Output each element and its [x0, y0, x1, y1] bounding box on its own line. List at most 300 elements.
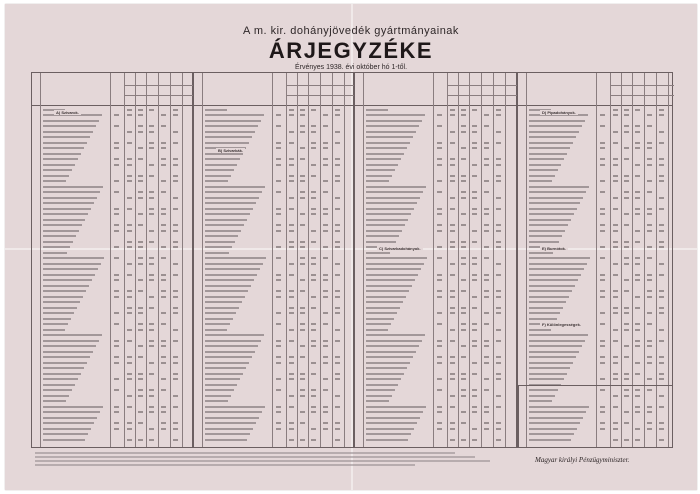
row-value	[289, 109, 294, 111]
row-text	[205, 362, 249, 364]
row-value	[289, 307, 294, 309]
row-value	[496, 246, 501, 248]
row-text	[205, 230, 241, 232]
row-value	[335, 356, 340, 358]
row-value	[647, 114, 652, 116]
row-value	[659, 224, 664, 226]
row-value	[114, 230, 119, 232]
row-value	[289, 378, 294, 380]
row-value	[335, 378, 340, 380]
row-value	[127, 428, 132, 430]
row-text	[205, 136, 252, 138]
row-text	[43, 395, 69, 397]
row-text	[366, 263, 424, 265]
row-value	[496, 362, 501, 364]
row-value	[149, 263, 154, 265]
row-value	[647, 147, 652, 149]
row-value	[461, 147, 466, 149]
row-text	[529, 213, 574, 215]
row-value	[484, 279, 489, 281]
row-text	[43, 257, 104, 259]
row-value	[624, 246, 629, 248]
row-value	[450, 197, 455, 199]
row-value	[647, 246, 652, 248]
row-value	[335, 274, 340, 276]
row-value	[659, 197, 664, 199]
row-value	[484, 246, 489, 248]
row-value	[437, 191, 442, 193]
row-value	[635, 197, 640, 199]
row-value	[484, 422, 489, 424]
row-text	[529, 142, 573, 144]
row-text	[43, 186, 103, 188]
row-text	[366, 389, 395, 391]
row-value	[127, 290, 132, 292]
row-value	[173, 428, 178, 430]
row-text	[529, 175, 555, 177]
row-text	[205, 219, 247, 221]
row-text	[529, 180, 552, 182]
row-value	[450, 158, 455, 160]
row-value	[461, 246, 466, 248]
row-text	[43, 191, 100, 193]
row-text	[366, 323, 391, 325]
row-value	[173, 175, 178, 177]
row-value	[276, 356, 281, 358]
row-value	[335, 175, 340, 177]
row-text	[205, 301, 242, 303]
row-text	[529, 219, 571, 221]
row-text	[205, 213, 250, 215]
row-value	[335, 164, 340, 166]
section-title: F) Különlegességek.	[542, 322, 581, 327]
row-text	[205, 197, 259, 199]
row-text	[366, 345, 419, 347]
row-value	[289, 312, 294, 314]
row-value	[600, 356, 605, 358]
row-value	[173, 340, 178, 342]
row-value	[450, 340, 455, 342]
row-value	[635, 263, 640, 265]
row-value	[289, 395, 294, 397]
row-value	[461, 395, 466, 397]
row-text	[43, 378, 78, 380]
row-value	[624, 307, 629, 309]
row-value	[624, 373, 629, 375]
row-text	[43, 362, 87, 364]
row-text	[43, 147, 84, 149]
panel-header	[518, 73, 672, 106]
row-text	[366, 213, 411, 215]
row-text	[205, 439, 247, 441]
row-value	[635, 296, 640, 298]
row-value	[461, 373, 466, 375]
row-value	[600, 191, 605, 193]
row-text	[205, 131, 255, 133]
row-text	[205, 312, 236, 314]
row-value	[484, 340, 489, 342]
row-value	[496, 296, 501, 298]
row-text	[366, 395, 392, 397]
row-text	[205, 406, 265, 408]
row-value	[613, 340, 618, 342]
column-rule	[433, 73, 434, 447]
row-value	[335, 395, 340, 397]
row-value	[173, 263, 178, 265]
row-text	[366, 114, 425, 116]
row-value	[484, 114, 489, 116]
row-value	[496, 290, 501, 292]
row-value	[496, 340, 501, 342]
row-value	[437, 312, 442, 314]
row-value	[127, 373, 132, 375]
column-rule	[135, 73, 136, 447]
row-value	[472, 340, 477, 342]
row-value	[647, 312, 652, 314]
row-value	[311, 131, 316, 133]
row-value	[613, 263, 618, 265]
row-value	[323, 125, 328, 127]
row-value	[613, 180, 618, 182]
row-value	[127, 395, 132, 397]
row-text	[366, 285, 412, 287]
row-value	[323, 345, 328, 347]
row-value	[624, 224, 629, 226]
row-text	[366, 202, 417, 204]
row-value	[624, 257, 629, 259]
row-value	[450, 131, 455, 133]
row-value	[450, 428, 455, 430]
row-value	[600, 378, 605, 380]
row-value	[472, 307, 477, 309]
row-text	[529, 241, 559, 243]
row-value	[437, 246, 442, 248]
row-value	[323, 389, 328, 391]
row-value	[149, 197, 154, 199]
row-text	[43, 125, 96, 127]
row-value	[114, 224, 119, 226]
row-text	[529, 263, 587, 265]
row-value	[450, 312, 455, 314]
row-value	[472, 362, 477, 364]
row-text	[529, 257, 590, 259]
row-text	[43, 274, 95, 276]
row-value	[276, 164, 281, 166]
row-value	[173, 114, 178, 116]
row-value	[114, 411, 119, 413]
row-value	[149, 213, 154, 215]
row-value	[647, 180, 652, 182]
row-value	[161, 208, 166, 210]
row-value	[173, 180, 178, 182]
row-text	[366, 340, 422, 342]
row-value	[635, 175, 640, 177]
row-value	[300, 439, 305, 441]
row-value	[659, 164, 664, 166]
row-value	[484, 290, 489, 292]
row-value	[613, 373, 618, 375]
row-value	[311, 197, 316, 199]
row-value	[613, 362, 618, 364]
row-value	[173, 274, 178, 276]
row-value	[450, 241, 455, 243]
row-text	[366, 428, 414, 430]
row-value	[276, 230, 281, 232]
row-value	[127, 356, 132, 358]
row-value	[138, 279, 143, 281]
row-value	[289, 241, 294, 243]
row-value	[335, 241, 340, 243]
row-value	[173, 378, 178, 380]
row-value	[624, 114, 629, 116]
row-text	[43, 307, 77, 309]
row-text	[205, 109, 227, 111]
row-value	[161, 147, 166, 149]
row-value	[138, 224, 143, 226]
row-value	[335, 263, 340, 265]
row-value	[149, 230, 154, 232]
row-value	[600, 208, 605, 210]
row-value	[496, 114, 501, 116]
row-value	[127, 142, 132, 144]
row-value	[149, 428, 154, 430]
row-value	[138, 125, 143, 127]
row-value	[114, 378, 119, 380]
row-value	[323, 340, 328, 342]
row-value	[138, 109, 143, 111]
row-value	[450, 422, 455, 424]
row-text	[43, 120, 99, 122]
row-value	[127, 230, 132, 232]
row-text	[529, 197, 583, 199]
row-text	[529, 296, 569, 298]
row-value	[335, 422, 340, 424]
row-value	[149, 257, 154, 259]
row-text	[529, 367, 570, 369]
row-value	[149, 208, 154, 210]
row-value	[484, 142, 489, 144]
row-value	[461, 213, 466, 215]
row-value	[323, 411, 328, 413]
row-value	[659, 208, 664, 210]
row-value	[461, 114, 466, 116]
row-text	[205, 114, 264, 116]
row-value	[496, 197, 501, 199]
row-value	[335, 230, 340, 232]
row-value	[173, 395, 178, 397]
row-value	[149, 389, 154, 391]
row-value	[472, 213, 477, 215]
row-value	[437, 224, 442, 226]
row-value	[289, 246, 294, 248]
row-value	[647, 191, 652, 193]
row-value	[300, 263, 305, 265]
row-value	[276, 422, 281, 424]
row-value	[647, 208, 652, 210]
row-value	[461, 345, 466, 347]
row-value	[300, 329, 305, 331]
row-value	[600, 312, 605, 314]
row-text	[529, 131, 579, 133]
row-value	[149, 142, 154, 144]
row-value	[450, 362, 455, 364]
row-value	[127, 263, 132, 265]
row-value	[114, 428, 119, 430]
row-value	[600, 257, 605, 259]
row-value	[659, 175, 664, 177]
row-value	[161, 422, 166, 424]
row-text	[43, 367, 84, 369]
row-value	[138, 114, 143, 116]
row-value	[149, 191, 154, 193]
row-value	[647, 340, 652, 342]
row-text	[43, 411, 100, 413]
row-value	[472, 439, 477, 441]
row-value	[635, 109, 640, 111]
row-value	[114, 356, 119, 358]
row-value	[484, 208, 489, 210]
row-value	[149, 125, 154, 127]
row-value	[289, 296, 294, 298]
row-value	[289, 373, 294, 375]
row-value	[138, 131, 143, 133]
row-value	[173, 329, 178, 331]
row-value	[311, 296, 316, 298]
row-text	[205, 224, 244, 226]
row-value	[173, 109, 178, 111]
row-value	[311, 329, 316, 331]
row-value	[161, 180, 166, 182]
row-value	[613, 296, 618, 298]
row-value	[114, 114, 119, 116]
panel-header	[194, 73, 353, 106]
panel-header	[355, 73, 516, 106]
row-value	[161, 257, 166, 259]
row-value	[114, 362, 119, 364]
row-value	[335, 296, 340, 298]
column-rule	[505, 73, 506, 447]
row-value	[300, 422, 305, 424]
row-text	[366, 274, 418, 276]
row-value	[635, 329, 640, 331]
row-value	[484, 191, 489, 193]
row-value	[138, 147, 143, 149]
row-value	[149, 131, 154, 133]
row-value	[647, 378, 652, 380]
row-value	[635, 340, 640, 342]
row-value	[613, 241, 618, 243]
row-value	[613, 164, 618, 166]
row-value	[311, 263, 316, 265]
row-text	[529, 351, 579, 353]
row-value	[127, 406, 132, 408]
row-text	[529, 290, 572, 292]
row-value	[173, 422, 178, 424]
row-value	[613, 197, 618, 199]
row-value	[484, 274, 489, 276]
row-value	[289, 356, 294, 358]
row-value	[114, 125, 119, 127]
row-value	[173, 307, 178, 309]
row-text	[205, 241, 235, 243]
row-value	[335, 142, 340, 144]
row-value	[149, 340, 154, 342]
row-value	[437, 158, 442, 160]
row-text	[205, 356, 252, 358]
row-text	[366, 422, 417, 424]
row-value	[624, 279, 629, 281]
row-text	[529, 120, 585, 122]
header-rule	[610, 85, 674, 86]
row-value	[161, 246, 166, 248]
row-value	[323, 428, 328, 430]
row-value	[437, 208, 442, 210]
row-value	[323, 257, 328, 259]
row-text	[43, 180, 66, 182]
row-value	[311, 406, 316, 408]
row-value	[323, 224, 328, 226]
row-value	[613, 175, 618, 177]
row-value	[149, 439, 154, 441]
row-text	[529, 230, 565, 232]
row-value	[450, 439, 455, 441]
price-list-sheet	[5, 4, 697, 490]
row-value	[600, 340, 605, 342]
row-text	[529, 307, 563, 309]
column-rule	[469, 73, 470, 447]
row-value	[127, 180, 132, 182]
row-value	[276, 290, 281, 292]
row-text	[366, 164, 398, 166]
row-value	[647, 323, 652, 325]
row-value	[461, 323, 466, 325]
row-text	[366, 400, 389, 402]
section-title: C) Szivarkadohányok.	[379, 246, 421, 251]
row-value	[127, 340, 132, 342]
row-value	[323, 274, 328, 276]
row-value	[659, 230, 664, 232]
row-value	[323, 296, 328, 298]
row-text	[43, 345, 96, 347]
row-text	[529, 147, 570, 149]
row-text	[366, 235, 399, 237]
row-value	[300, 213, 305, 215]
row-value	[300, 345, 305, 347]
row-value	[496, 439, 501, 441]
row-value	[335, 197, 340, 199]
row-text	[366, 197, 420, 199]
row-value	[613, 378, 618, 380]
row-text	[205, 340, 261, 342]
row-value	[138, 197, 143, 199]
row-text	[43, 389, 72, 391]
row-value	[289, 428, 294, 430]
row-value	[613, 230, 618, 232]
row-value	[289, 142, 294, 144]
row-text	[366, 241, 396, 243]
row-text	[529, 329, 551, 331]
column-rule	[124, 73, 125, 447]
row-value	[161, 279, 166, 281]
row-value	[323, 246, 328, 248]
row-value	[437, 422, 442, 424]
row-text	[366, 406, 426, 408]
row-value	[173, 296, 178, 298]
row-value	[138, 246, 143, 248]
row-value	[276, 246, 281, 248]
row-value	[461, 180, 466, 182]
row-value	[289, 439, 294, 441]
